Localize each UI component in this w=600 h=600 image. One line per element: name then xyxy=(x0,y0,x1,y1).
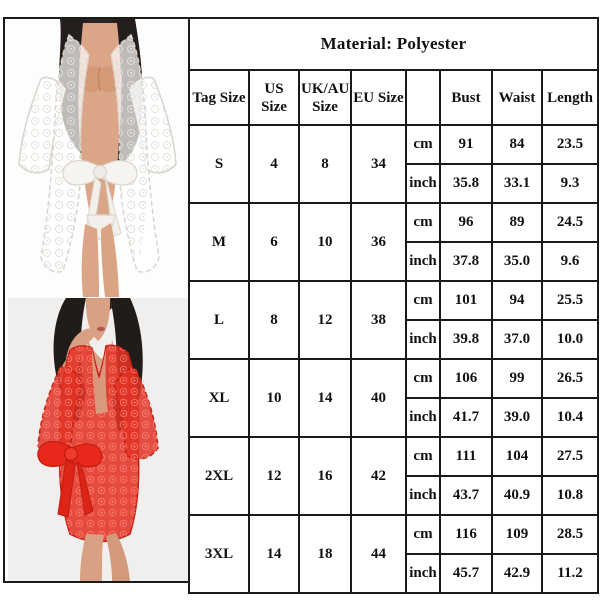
length-inch-cell: 11.2 xyxy=(542,554,598,593)
us-size-cell: 4 xyxy=(249,125,299,203)
eu-size-cell: 36 xyxy=(351,203,406,281)
bust-inch-cell: 41.7 xyxy=(440,398,492,437)
col-header-unit xyxy=(406,70,440,125)
red-robe-illustration xyxy=(8,298,190,581)
unit-inch-cell: inch xyxy=(406,320,440,359)
length-inch-cell: 10.4 xyxy=(542,398,598,437)
tag-size-cell: M xyxy=(189,203,249,281)
waist-cm-cell: 99 xyxy=(492,359,542,398)
length-inch-cell: 10.0 xyxy=(542,320,598,359)
table-row xyxy=(189,125,598,164)
bust-inch-cell: 35.8 xyxy=(440,164,492,203)
table-row xyxy=(189,281,598,320)
length-cm-cell: 28.5 xyxy=(542,515,598,554)
uk-au-size-cell: 12 xyxy=(299,281,351,359)
table-row xyxy=(189,203,598,242)
bust-inch-cell: 45.7 xyxy=(440,554,492,593)
bust-cm-cell: 91 xyxy=(440,125,492,164)
uk-au-size-cell: 14 xyxy=(299,359,351,437)
unit-inch-cell: inch xyxy=(406,476,440,515)
waist-inch-cell: 42.9 xyxy=(492,554,542,593)
uk-au-size-cell: 16 xyxy=(299,437,351,515)
tag-size-cell: XL xyxy=(189,359,249,437)
size-chart-table xyxy=(188,17,599,594)
waist-cm-cell: 84 xyxy=(492,125,542,164)
col-header-bust: Bust xyxy=(440,70,492,125)
white-robe-illustration xyxy=(5,19,190,297)
waist-inch-cell: 40.9 xyxy=(492,476,542,515)
bust-cm-cell: 101 xyxy=(440,281,492,320)
col-header-tag-size: Tag Size xyxy=(189,70,249,125)
col-header-length: Length xyxy=(542,70,598,125)
us-size-cell: 10 xyxy=(249,359,299,437)
unit-cm-cell: cm xyxy=(406,125,440,164)
length-inch-cell: 9.6 xyxy=(542,242,598,281)
waist-inch-cell: 35.0 xyxy=(492,242,542,281)
waist-inch-cell: 37.0 xyxy=(492,320,542,359)
bust-cm-cell: 111 xyxy=(440,437,492,476)
bust-inch-cell: 39.8 xyxy=(440,320,492,359)
waist-cm-cell: 89 xyxy=(492,203,542,242)
unit-cm-cell: cm xyxy=(406,515,440,554)
length-cm-cell: 27.5 xyxy=(542,437,598,476)
waist-inch-cell: 39.0 xyxy=(492,398,542,437)
material-header: Material: Polyester xyxy=(189,18,598,70)
unit-inch-cell: inch xyxy=(406,164,440,203)
length-inch-cell: 9.3 xyxy=(542,164,598,203)
eu-size-cell: 42 xyxy=(351,437,406,515)
bust-cm-cell: 116 xyxy=(440,515,492,554)
tag-size-cell: S xyxy=(189,125,249,203)
col-header-uk-au-size: UK/AU Size xyxy=(299,70,351,125)
us-size-cell: 14 xyxy=(249,515,299,593)
bust-inch-cell: 37.8 xyxy=(440,242,492,281)
uk-au-size-cell: 18 xyxy=(299,515,351,593)
bust-cm-cell: 96 xyxy=(440,203,492,242)
col-header-eu-size: EU Size xyxy=(351,70,406,125)
length-cm-cell: 26.5 xyxy=(542,359,598,398)
eu-size-cell: 34 xyxy=(351,125,406,203)
bust-inch-cell: 43.7 xyxy=(440,476,492,515)
length-inch-cell: 10.8 xyxy=(542,476,598,515)
tag-size-cell: 3XL xyxy=(189,515,249,593)
uk-au-size-cell: 8 xyxy=(299,125,351,203)
length-cm-cell: 23.5 xyxy=(542,125,598,164)
us-size-cell: 6 xyxy=(249,203,299,281)
table-row xyxy=(189,437,598,476)
col-header-waist: Waist xyxy=(492,70,542,125)
eu-size-cell: 44 xyxy=(351,515,406,593)
unit-cm-cell: cm xyxy=(406,437,440,476)
waist-cm-cell: 109 xyxy=(492,515,542,554)
eu-size-cell: 38 xyxy=(351,281,406,359)
unit-cm-cell: cm xyxy=(406,203,440,242)
eu-size-cell: 40 xyxy=(351,359,406,437)
unit-cm-cell: cm xyxy=(406,359,440,398)
tag-size-cell: L xyxy=(189,281,249,359)
table-row xyxy=(189,515,598,554)
bust-cm-cell: 106 xyxy=(440,359,492,398)
uk-au-size-cell: 10 xyxy=(299,203,351,281)
unit-inch-cell: inch xyxy=(406,554,440,593)
us-size-cell: 8 xyxy=(249,281,299,359)
unit-inch-cell: inch xyxy=(406,242,440,281)
unit-inch-cell: inch xyxy=(406,398,440,437)
waist-cm-cell: 104 xyxy=(492,437,542,476)
waist-cm-cell: 94 xyxy=(492,281,542,320)
length-cm-cell: 24.5 xyxy=(542,203,598,242)
length-cm-cell: 25.5 xyxy=(542,281,598,320)
col-header-us-size: US Size xyxy=(249,70,299,125)
unit-cm-cell: cm xyxy=(406,281,440,320)
waist-inch-cell: 33.1 xyxy=(492,164,542,203)
tag-size-cell: 2XL xyxy=(189,437,249,515)
us-size-cell: 12 xyxy=(249,437,299,515)
product-photo-red-robe xyxy=(8,298,190,581)
product-photo-white-robe xyxy=(5,19,190,297)
table-row xyxy=(189,359,598,398)
